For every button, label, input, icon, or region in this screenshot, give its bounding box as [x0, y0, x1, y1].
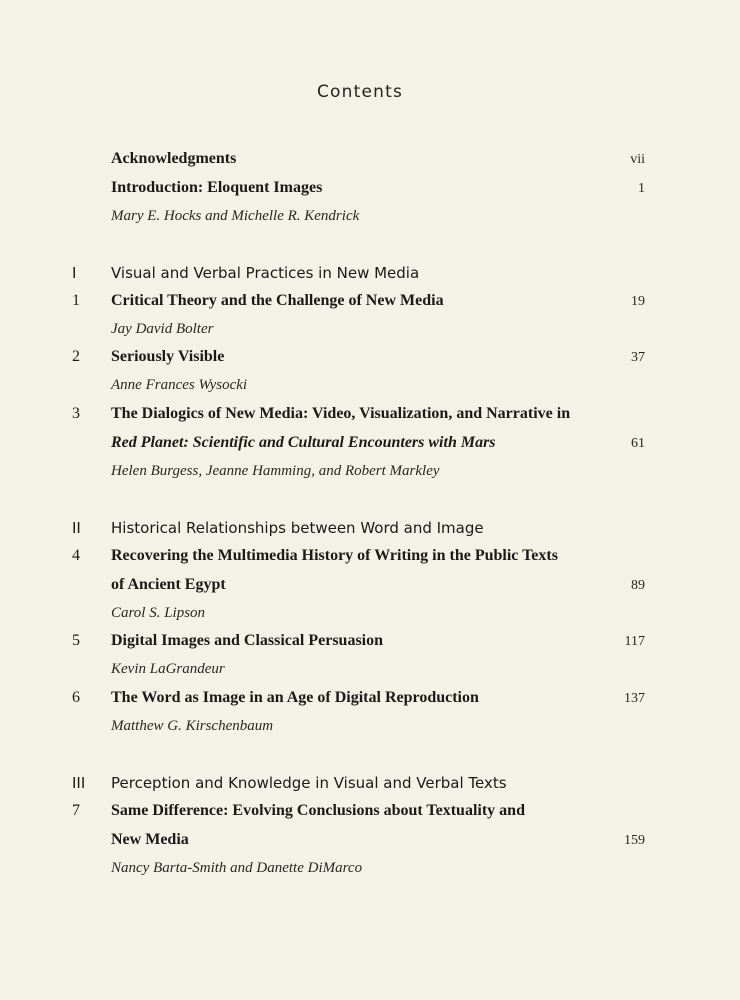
chapter-number: 1: [72, 292, 80, 309]
toc-page-number: 1: [638, 181, 645, 196]
chapter-number: 2: [72, 348, 80, 365]
toc-entry-title: Introduction: Eloquent Images: [111, 179, 323, 196]
toc-page-number: 61: [631, 436, 645, 451]
toc-author: Jay David Bolter: [111, 321, 214, 337]
toc-page-number: 37: [631, 350, 645, 365]
toc-entry-title: Digital Images and Classical Persuasion: [111, 632, 384, 649]
part-title: Perception and Knowledge in Visual and Verbal Texts: [111, 774, 507, 792]
chapter-number: 6: [72, 689, 80, 706]
toc-entry-title: The Dialogics of New Media: Video, Visualization, and Narrative in: [111, 405, 571, 422]
part-title: Visual and Verbal Practices in New Media: [111, 264, 420, 282]
toc-page-number: 89: [631, 578, 645, 593]
chapter-number: 7: [72, 802, 80, 819]
toc-page-number: 137: [624, 691, 645, 706]
toc-author: Carol S. Lipson: [111, 605, 206, 621]
chapter-number: 5: [72, 632, 80, 649]
toc-author: Nancy Barta-Smith and Danette DiMarco: [111, 860, 363, 876]
toc-entry-title: Critical Theory and the Challenge of New Media: [111, 292, 444, 309]
part-numeral: III: [72, 774, 86, 792]
toc-page-number: 117: [624, 634, 645, 649]
toc-page-number: 159: [624, 833, 645, 848]
toc-author: Kevin LaGrandeur: [111, 661, 225, 677]
toc-entry-title-continued: of Ancient Egypt: [111, 576, 226, 593]
toc-entry-title: Seriously Visible: [111, 348, 225, 365]
page-title: Contents: [316, 82, 404, 102]
toc-author: Matthew G. Kirschenbaum: [111, 718, 274, 734]
part-numeral: II: [72, 519, 81, 537]
toc-page-number: 19: [631, 294, 645, 309]
toc-entry-title: Recovering the Multimedia History of Writing in the Public Texts: [111, 547, 558, 564]
part-title: Historical Relationships between Word and Image: [111, 519, 484, 537]
toc-entry-title: Acknowledgments: [111, 150, 237, 167]
toc-author: Anne Frances Wysocki: [111, 377, 248, 393]
part-numeral: I: [72, 264, 77, 282]
toc-entry-title: The Word as Image in an Age of Digital Reproduction: [111, 689, 479, 706]
toc-author: Helen Burgess, Jeanne Hamming, and Robert Markley: [111, 463, 440, 479]
toc-entry-title-continued: [111, 434, 496, 452]
toc-page-number: vii: [630, 152, 645, 167]
chapter-number: 4: [72, 547, 80, 564]
book-title-italic: Red Planet: Scientific and Cultural Encounters with Mars: [111, 434, 496, 451]
chapter-number: 3: [72, 405, 80, 422]
toc-entry-title: Same Difference: Evolving Conclusions about Textuality and: [111, 802, 525, 819]
toc-author: Mary E. Hocks and Michelle R. Kendrick: [111, 208, 360, 224]
toc-entry-title-continued: New Media: [111, 831, 189, 848]
